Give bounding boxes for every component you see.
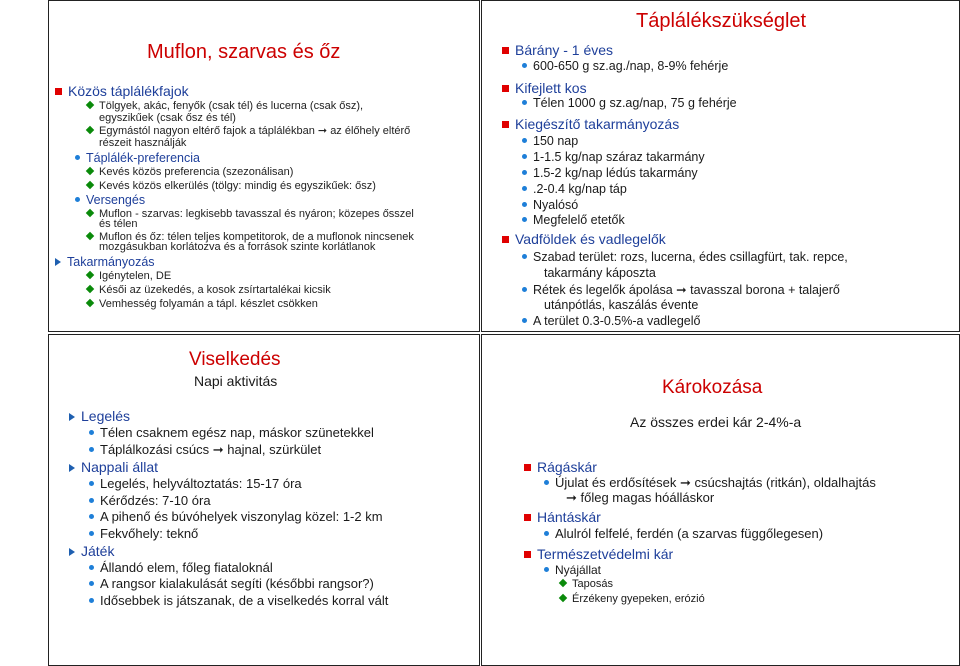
bullet-line: [89, 527, 198, 542]
bullet-line: [522, 150, 705, 164]
dot-bullet-icon: [522, 318, 527, 323]
bullet-line: [87, 298, 318, 311]
bullet-text: és télen: [99, 218, 138, 230]
bullet-line: [99, 137, 186, 150]
dot-bullet-icon: [75, 155, 80, 160]
bullet-text: Újulat és erdősítések ➞ csúcshajtás (ritkán), oldalhajtás: [555, 475, 876, 490]
bullet-text: Muflon és őz: télen teljes kompetitorok, de a muflonok nincsenek: [99, 231, 414, 243]
bullet-line: [89, 577, 374, 592]
dot-bullet-icon: [522, 186, 527, 191]
slide-karokozasa: [481, 334, 960, 666]
dot-bullet-icon: [522, 138, 527, 143]
square-bullet-icon: [524, 551, 531, 558]
dot-bullet-icon: [89, 598, 94, 603]
slide-title: Muflon, szarvas és őz: [147, 41, 341, 63]
bullet-line: [522, 59, 728, 73]
bullet-text: Télen csaknem egész nap, máskor szünetekkel: [100, 425, 374, 440]
bullet-text: Késői az üzekedés, a kosok zsírtartalékai kicsik: [99, 284, 331, 296]
bullet-text: Kevés közös preferencia (szezonálisan): [99, 166, 294, 178]
bullet-text: Kérődzés: 7-10 óra: [100, 493, 211, 508]
bullet-line: [89, 426, 374, 441]
diamond-bullet-icon: [559, 594, 567, 602]
bullet-line: [560, 593, 705, 606]
square-bullet-icon: [502, 236, 509, 243]
bullet-text: .2-0.4 kg/nap táp: [533, 182, 627, 196]
bullet-line: [522, 198, 578, 212]
bullet-line: [522, 166, 698, 180]
bullet-line: [55, 255, 155, 269]
dot-bullet-icon: [75, 197, 80, 202]
bullet-line: [75, 193, 145, 207]
square-bullet-icon: [524, 464, 531, 471]
bullet-text: Bárány - 1 éves: [515, 42, 614, 58]
bullet-line: [544, 476, 876, 491]
triangle-bullet-icon: [69, 413, 75, 421]
bullet-text: Kevés közös elkerülés (tölgy: mindig és egyszikűek: ősz): [99, 180, 376, 192]
square-bullet-icon: [524, 514, 531, 521]
slide-subtitle: Napi aktivitás: [194, 373, 278, 389]
bullet-text: Takarmányozás: [67, 255, 155, 269]
bullet-line: [69, 459, 158, 475]
bullet-text: Versengés: [86, 193, 146, 207]
bullet-text: Hántáskár: [537, 509, 601, 525]
bullet-line: [544, 298, 698, 312]
bullet-text: Rágáskár: [537, 459, 597, 475]
bullet-line: [89, 443, 321, 458]
bullet-line: [55, 83, 189, 99]
bullet-text: 1.5-2 kg/nap lédús takarmány: [533, 166, 698, 180]
bullet-text: mozgásukban korlátozva és a források szinte korlátlanok: [99, 241, 376, 253]
bullet-text: Szabad terület: rozs, lucerna, édes csillagfürt, tak. repce,: [533, 250, 848, 264]
bullet-line: [522, 96, 737, 110]
bullet-text: Egymástól nagyon eltérő fajok a táplálékban ➞ az élőhely eltérő: [99, 125, 411, 137]
bullet-text: Közös táplálékfajok: [68, 83, 189, 99]
dot-bullet-icon: [544, 480, 549, 485]
diamond-bullet-icon: [86, 126, 94, 134]
square-bullet-icon: [502, 121, 509, 128]
bullet-text: Taposás: [572, 578, 613, 590]
diamond-bullet-icon: [559, 579, 567, 587]
bullet-text: Vemhesség folyamán a tápl. készlet csökken: [99, 298, 318, 310]
bullet-line: [502, 80, 587, 96]
diamond-bullet-icon: [86, 181, 94, 189]
bullet-line: [566, 491, 714, 506]
bullet-line: [544, 527, 823, 542]
bullet-line: [89, 594, 388, 609]
bullet-text: részeit használják: [99, 137, 187, 149]
bullet-text: Kifejlett kos: [515, 80, 587, 96]
dot-bullet-icon: [522, 287, 527, 292]
dot-bullet-icon: [89, 565, 94, 570]
dot-bullet-icon: [522, 202, 527, 207]
bullet-line: [87, 166, 293, 179]
dot-bullet-icon: [89, 581, 94, 586]
dot-bullet-icon: [522, 154, 527, 159]
bullet-line: [524, 509, 601, 525]
bullet-text: Természetvédelmi kár: [537, 546, 674, 562]
bullet-line: [522, 134, 578, 148]
dot-bullet-icon: [89, 481, 94, 486]
bullet-line: [87, 284, 331, 297]
bullet-text: Táplálék-preferencia: [86, 151, 200, 165]
bullet-text: Állandó elem, főleg fiataloknál: [100, 560, 273, 575]
bullet-text: Muflon - szarvas: legkisebb tavasszal és nyáron; közepes ősszel: [99, 208, 414, 220]
triangle-bullet-icon: [69, 548, 75, 556]
bullet-line: [524, 459, 597, 475]
slide-title: Táplálékszükséglet: [636, 10, 807, 32]
bullet-line: [502, 116, 679, 132]
bullet-line: [89, 477, 302, 492]
bullet-line: [87, 180, 376, 193]
bullet-line: [99, 241, 375, 254]
bullet-text: egyszikűek (csak ősz és tél): [99, 112, 236, 124]
slide-viselkedes: [48, 334, 480, 666]
bullet-line: [560, 578, 613, 591]
bullet-text: Alulról felfelé, ferdén (a szarvas függőlegesen): [555, 526, 824, 541]
slide-subtitle: Az összes erdei kár 2-4%-a: [630, 414, 802, 430]
diamond-bullet-icon: [86, 299, 94, 307]
dot-bullet-icon: [544, 567, 549, 572]
dot-bullet-icon: [89, 447, 94, 452]
bullet-text: 150 nap: [533, 134, 579, 148]
diamond-bullet-icon: [86, 285, 94, 293]
bullet-text: Legelés: [81, 408, 131, 424]
dot-bullet-icon: [522, 217, 527, 222]
bullet-text: Kiegészítő takarmányozás: [515, 116, 680, 132]
bullet-text: Tölgyek, akác, fenyők (csak tél) és lucerna (csak ősz),: [99, 100, 364, 112]
bullet-line: [87, 100, 363, 113]
bullet-line: [522, 250, 848, 264]
bullet-text: A rangsor kialakulását segíti (későbbi rangsor?): [100, 576, 374, 591]
bullet-text: 1-1.5 kg/nap száraz takarmány: [533, 150, 705, 164]
bullet-line: [522, 213, 625, 227]
bullet-line: [87, 125, 410, 138]
square-bullet-icon: [502, 85, 509, 92]
bullet-text: Nyájállat: [555, 563, 602, 577]
diamond-bullet-icon: [86, 271, 94, 279]
bullet-text: A pihenő és búvóhelyek viszonylag közel: 1-2 km: [100, 509, 383, 524]
dot-bullet-icon: [89, 430, 94, 435]
dot-bullet-icon: [522, 254, 527, 259]
diamond-bullet-icon: [86, 209, 94, 217]
slide-taplalekszukseglet: [481, 0, 960, 332]
bullet-line: [75, 151, 200, 165]
bullet-text: Nappali állat: [81, 459, 159, 475]
square-bullet-icon: [502, 47, 509, 54]
bullet-line: [502, 42, 613, 58]
slide-title: Viselkedés: [189, 349, 281, 370]
bullet-text: Fekvőhely: teknő: [100, 526, 199, 541]
dot-bullet-icon: [89, 498, 94, 503]
bullet-text: Érzékeny gyepeken, erózió: [572, 593, 705, 605]
dot-bullet-icon: [544, 531, 549, 536]
triangle-bullet-icon: [69, 464, 75, 472]
bullet-line: [522, 283, 840, 297]
bullet-line: [544, 564, 601, 578]
bullet-line: [89, 561, 273, 576]
slide-title: Károkozása: [662, 377, 763, 398]
bullet-line: [502, 231, 666, 247]
diamond-bullet-icon: [86, 232, 94, 240]
bullet-text: utánpótlás, kaszálás évente: [544, 298, 699, 312]
bullet-line: [69, 408, 130, 424]
bullet-text: Legelés, helyváltoztatás: 15-17 óra: [100, 476, 302, 491]
bullet-text: Nyalósó: [533, 198, 579, 212]
bullet-text: 600-650 g sz.ag./nap, 8-9% fehérje: [533, 59, 729, 73]
bullet-text: Idősebbek is játszanak, de a viselkedés korral vált: [100, 593, 389, 608]
dot-bullet-icon: [522, 100, 527, 105]
bullet-line: [544, 266, 656, 280]
bullet-line: [99, 112, 236, 125]
dot-bullet-icon: [522, 63, 527, 68]
triangle-bullet-icon: [55, 258, 61, 266]
bullet-text: Játék: [81, 543, 115, 559]
bullet-text: ➞ főleg magas hóálláskor: [566, 490, 715, 505]
diamond-bullet-icon: [86, 101, 94, 109]
dot-bullet-icon: [89, 531, 94, 536]
bullet-line: [89, 494, 211, 509]
bullet-text: Rétek és legelők ápolása ➞ tavasszal borona + talajerő: [533, 283, 840, 297]
bullet-text: A terület 0.3-0.5%-a vadlegelő: [533, 314, 701, 328]
bullet-line: [89, 510, 383, 525]
bullet-text: Vadföldek és vadlegelők: [515, 231, 666, 247]
bullet-line: [87, 270, 171, 283]
bullet-line: [522, 182, 627, 196]
slide-muflon: [48, 0, 480, 332]
bullet-text: Táplálkozási csúcs ➞ hajnal, szürkület: [100, 442, 322, 457]
dot-bullet-icon: [89, 514, 94, 519]
bullet-line: [522, 314, 700, 328]
bullet-text: Télen 1000 g sz.ag/nap, 75 g fehérje: [533, 96, 737, 110]
bullet-text: Megfelelő etetők: [533, 213, 625, 227]
bullet-line: [524, 546, 673, 562]
bullet-line: [99, 218, 138, 231]
square-bullet-icon: [55, 88, 62, 95]
diamond-bullet-icon: [86, 167, 94, 175]
bullet-text: takarmány káposzta: [544, 266, 656, 280]
bullet-line: [69, 543, 114, 559]
dot-bullet-icon: [522, 170, 527, 175]
bullet-text: Igénytelen, DE: [99, 270, 172, 282]
